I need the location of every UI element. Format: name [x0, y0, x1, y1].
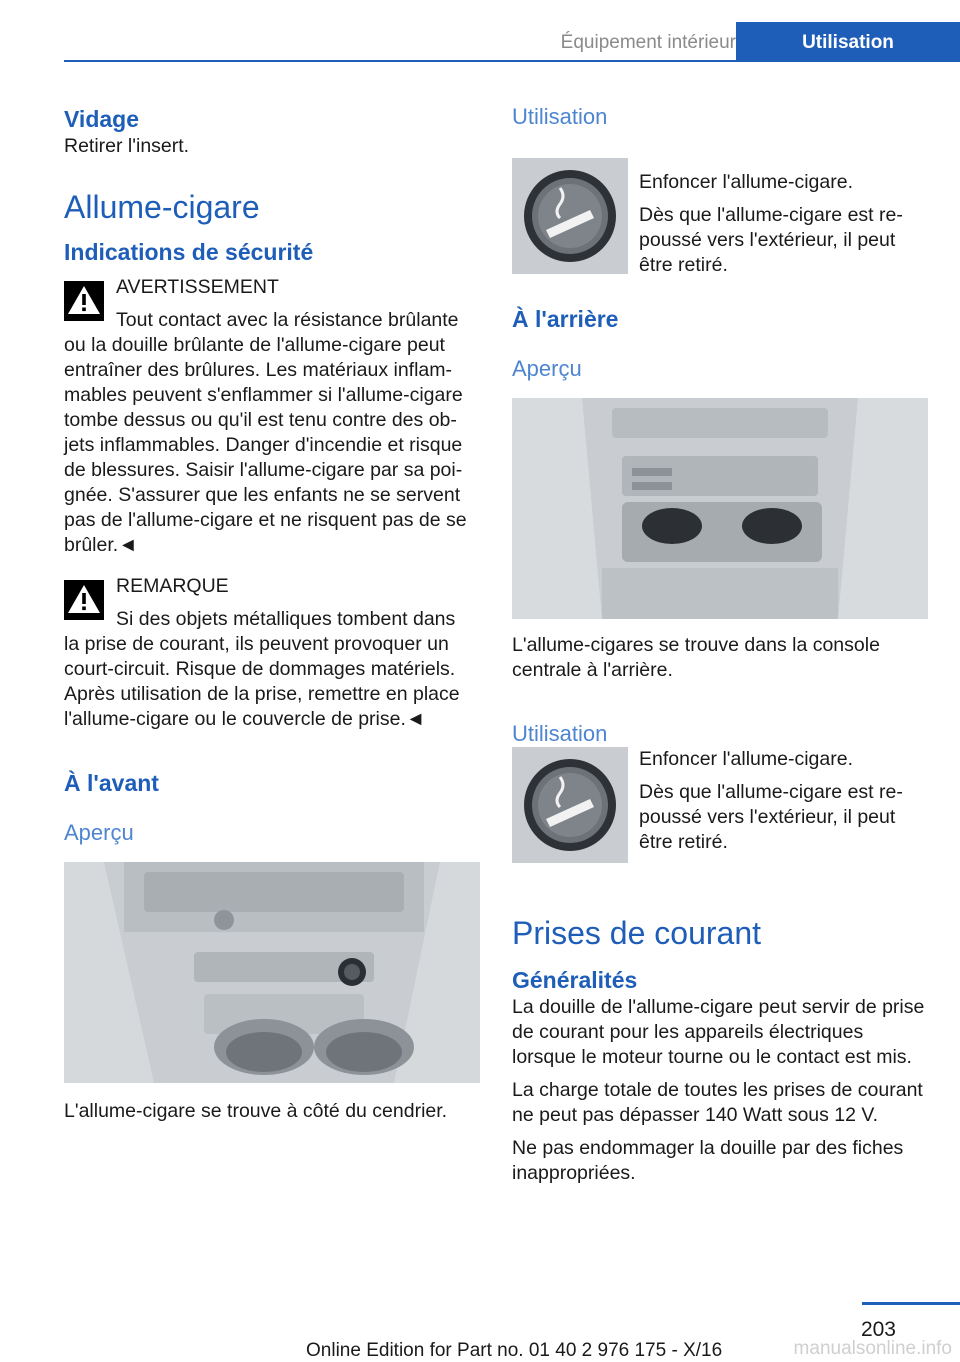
page-header — [64, 22, 960, 62]
cigar-lighter-figure-2 — [512, 747, 928, 871]
use-2-step-1: Enfoncer l'allume-cigare. — [639, 748, 853, 770]
rear-console-illustration — [512, 398, 928, 619]
front-console-photo — [64, 862, 480, 1083]
warning-2-first-line: Si des objets métalliques tombent dans — [116, 608, 456, 630]
left-column — [64, 100, 480, 1124]
front-caption: L'allume-cigare se trouve à côté du cendrier. — [64, 1100, 448, 1122]
vidage-heading: Vidage — [64, 106, 139, 132]
warning-2-text: la prise de courant, ils peuvent provoquer un court-circuit. Risque de dommages matériels. Après utilisation de la prise, remettre en place l'allume-cigare ou le couvercle de prise.◄ — [64, 633, 460, 730]
front-apercu-heading: Aperçu — [64, 820, 134, 845]
rear-caption: L'allume-cigares se trouve dans la console centrale à l'arrière. — [512, 634, 880, 681]
right-column — [512, 100, 928, 1186]
use-heading-2: Utilisation — [512, 721, 608, 746]
use-2-step-2: Dès que l'allume-cigare est repoussé vers l'extérieur, il peut être retiré. — [639, 781, 903, 853]
safety-heading: Indications de sécurité — [64, 239, 314, 265]
general-paragraph-1: La douille de l'allume-cigare peut servir de prise de courant pour les appareils électriques lorsque le moteur tourne ou le contact est mis. — [512, 996, 925, 1068]
cigarette-lighter-icon — [512, 158, 628, 274]
use-heading-1: Utilisation — [512, 104, 608, 129]
general-paragraph-2: La charge totale de toutes les prises de courant ne peut pas dépasser 140 Watt sous 12 V. — [512, 1079, 923, 1126]
cigar-lighter-photo-2 — [512, 747, 628, 863]
allume-cigare-title: Allume-cigare — [64, 189, 260, 225]
vidage-text: Retirer l'insert. — [64, 135, 190, 157]
rear-console-photo — [512, 398, 928, 619]
cigarette-lighter-icon — [512, 747, 628, 863]
warning-block-1 — [64, 275, 480, 558]
warning-1-label: AVERTISSEMENT — [116, 276, 279, 298]
cigar-lighter-photo-1 — [512, 158, 628, 274]
use-1-step-2: Dès que l'allume-cigare est repoussé vers l'extérieur, il peut être retiré. — [639, 204, 903, 276]
use-1-step-1: Enfoncer l'allume-cigare. — [639, 171, 853, 193]
warning-triangle-icon — [64, 580, 104, 620]
footer-rule — [862, 1302, 960, 1305]
page-footer — [0, 1302, 960, 1362]
front-heading: À l'avant — [64, 770, 159, 796]
general-heading: Généralités — [512, 967, 638, 993]
header-rule — [64, 60, 960, 62]
warning-triangle-icon — [64, 281, 104, 321]
cigar-lighter-figure-1 — [512, 130, 928, 276]
general-paragraph-3: Ne pas endommager la douille par des fiches inappropriées. — [512, 1137, 904, 1184]
page-number: 203 — [860, 1318, 896, 1341]
warning-block-2 — [64, 574, 480, 732]
warning-2-label: REMARQUE — [116, 575, 229, 597]
rear-apercu-heading: Aperçu — [512, 356, 582, 381]
rear-heading: À l'arrière — [512, 306, 619, 332]
warning-1-first-line: Tout contact avec la résistance brûlante — [116, 309, 459, 331]
warning-1-text: ou la douille brûlante de l'allume-cigare peut entraîner des brûlures. Les matériaux inflammables peuvent s'enflammer si l'allume-cigare tombe dessus ou qu'il est tenu contre des objets inflammables. Danger d'incendie et risque de blessures. Saisir l'allume-cigare par sa poignée. S'assurer que les enfants ne se servent pas de l'allume-cigare et ne risquent pas de se brûler.◄ — [64, 334, 467, 556]
edition-line: Online Edition for Part no. 01 40 2 976 175 - X/16 — [306, 1340, 723, 1361]
front-console-illustration — [64, 862, 480, 1083]
header-chapter-tab: Utilisation — [736, 22, 960, 62]
prises-title: Prises de courant — [512, 915, 762, 951]
header-section-title: Équipement intérieur — [560, 32, 736, 53]
watermark: manualsonline.info — [793, 1338, 952, 1359]
